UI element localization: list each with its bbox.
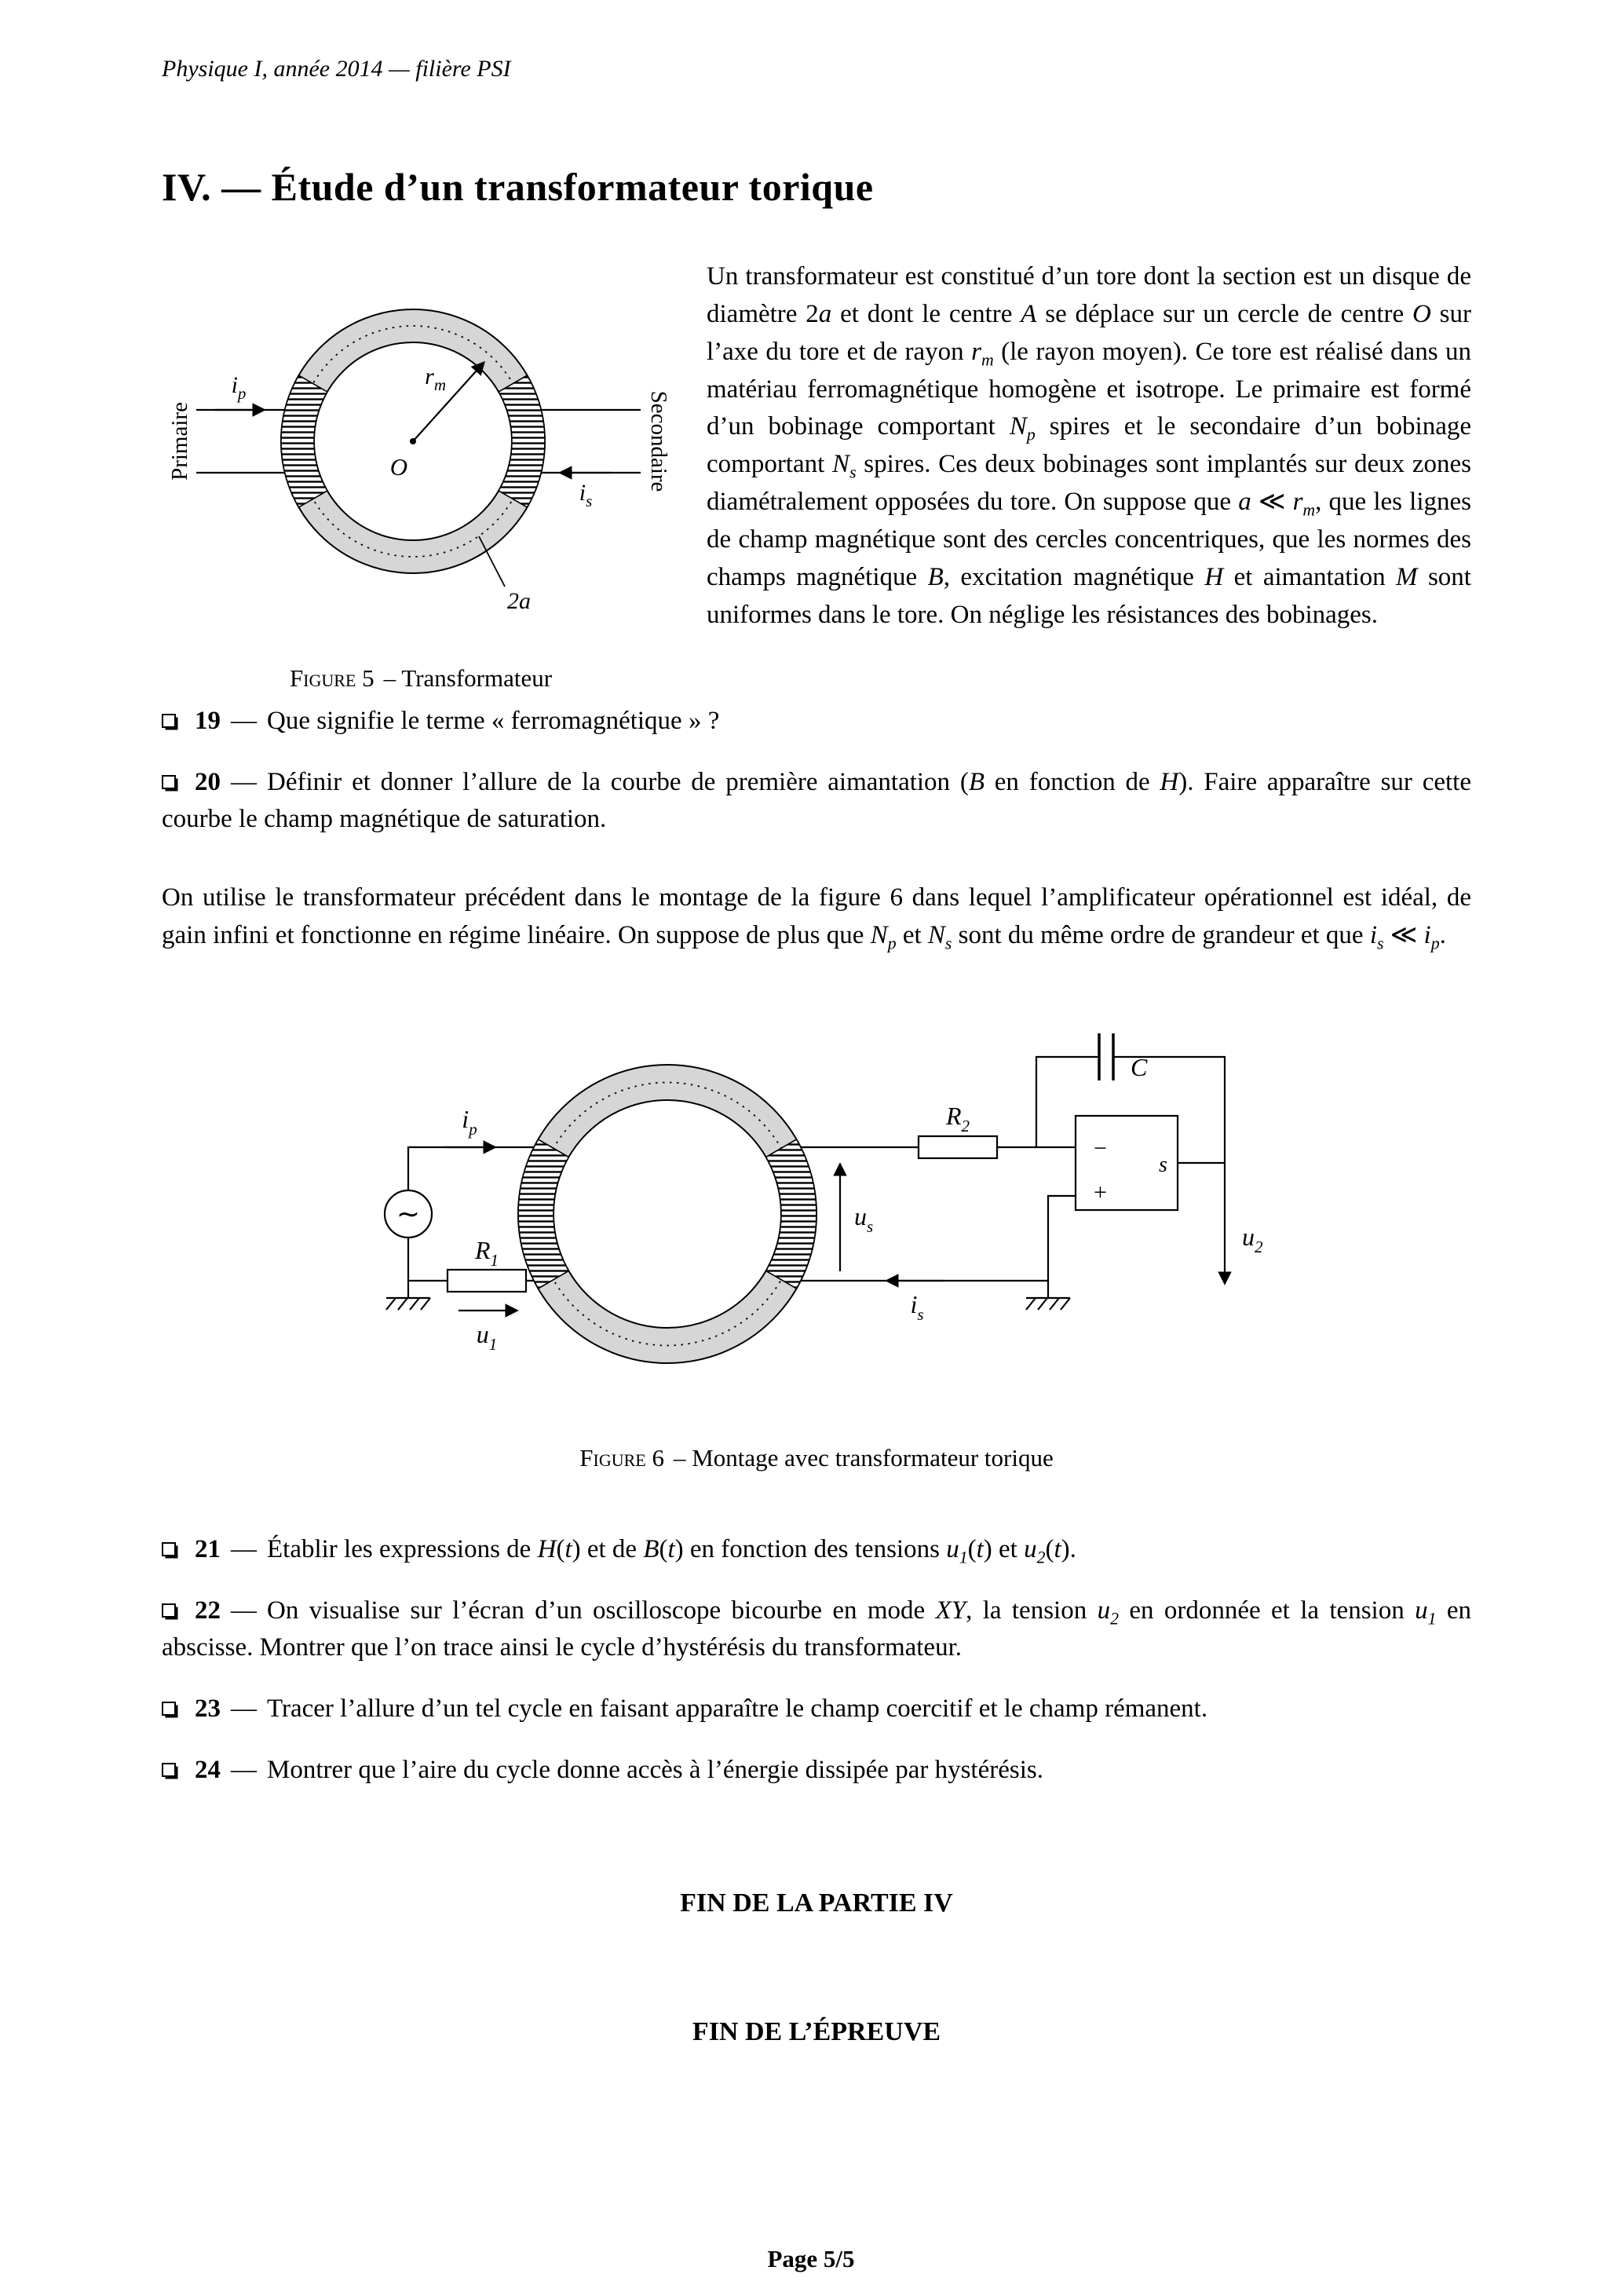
question-number: 20 bbox=[195, 767, 221, 796]
center-O-label: O bbox=[389, 453, 408, 481]
wire-plus-input bbox=[1048, 1196, 1076, 1281]
primary-winding-hatch bbox=[281, 375, 327, 507]
u2-label: $u_2$ bbox=[1242, 1223, 1263, 1256]
figure-5 bbox=[162, 265, 680, 696]
secondary-winding-hatch bbox=[499, 375, 545, 507]
torus-core-ring bbox=[536, 1083, 799, 1346]
ip-label: $i_p$ bbox=[462, 1105, 477, 1139]
diameter-2a-label: 2a bbox=[507, 588, 531, 614]
secondaire-label: Secondaire bbox=[646, 390, 671, 492]
resistor-r1 bbox=[448, 1270, 526, 1292]
question-text: Établir les expressions de H(t) et de B(t) en fonction des tensions $u_1(t)$ et $u_2(t)$. bbox=[267, 1534, 1076, 1567]
question-number: 19 bbox=[195, 706, 221, 735]
page-header: Physique I, année 2014 — filière PSI bbox=[162, 56, 511, 82]
figure-5-caption-label: Figure 5 bbox=[289, 664, 374, 692]
r1-label: $R_1$ bbox=[474, 1236, 499, 1270]
figure-6-caption bbox=[162, 1441, 1471, 1476]
question-number: 21 bbox=[195, 1534, 221, 1563]
primaire-label: Primaire bbox=[170, 402, 192, 481]
question-dash: — bbox=[231, 1695, 257, 1724]
question-24 bbox=[162, 1752, 1471, 1790]
question-dash: — bbox=[231, 706, 257, 735]
figure-6 bbox=[162, 1010, 1471, 1476]
capacitor bbox=[1099, 1033, 1113, 1080]
r2-label: $R_2$ bbox=[945, 1102, 970, 1135]
intro-section bbox=[162, 258, 1471, 839]
question-number: 22 bbox=[195, 1596, 221, 1625]
ballot-square-icon bbox=[162, 1603, 176, 1618]
ground-symbol-left bbox=[386, 1281, 430, 1310]
page-number: Page 5/5 bbox=[767, 2245, 855, 2273]
question-23 bbox=[162, 1691, 1471, 1728]
ac-source-tilde-icon: ∼ bbox=[396, 1198, 421, 1230]
question-dash: — bbox=[231, 1596, 257, 1625]
ballot-square-icon bbox=[162, 1763, 176, 1777]
ballot-square-icon bbox=[162, 775, 176, 789]
mean-radius-arrow bbox=[413, 363, 484, 441]
rm-label: $r_m$ bbox=[425, 364, 446, 394]
figure-5-caption-text: – Transformateur bbox=[383, 664, 553, 692]
setup-paragraph: On utilise le transformateur précédent dans le montage de la figure 6 dans lequel l’amplificateur opérationnel est idéal, de gain infini et fonctionne en régime linéaire. On suppose de plus que $N_p$ et $N_s$ sont du même ordre de grandeur et que $i_s$ ≪ $i_p$. bbox=[162, 883, 1471, 953]
question-number: 24 bbox=[195, 1756, 221, 1785]
ballot-square-icon bbox=[162, 714, 176, 728]
question-text: Tracer l’allure d’un tel cycle en faisant apparaître le champ coercitif et le champ rémanent. bbox=[267, 1695, 1208, 1724]
figure-5-caption bbox=[162, 661, 680, 696]
question-21 bbox=[162, 1531, 1471, 1569]
end-of-part-notice: FIN DE LA PARTIE IV bbox=[680, 1888, 953, 1918]
torus-inner-circle bbox=[553, 1100, 781, 1328]
figure-6-caption-label: Figure 6 bbox=[579, 1443, 664, 1472]
question-dash: — bbox=[231, 1534, 257, 1563]
center-point bbox=[410, 438, 416, 444]
figure-6-caption-text: – Montage avec transformateur torique bbox=[673, 1443, 1054, 1472]
toroidal-transformer-diagram bbox=[170, 265, 672, 637]
ballot-square-icon bbox=[162, 1542, 176, 1556]
op-amp-plus-input-label: + bbox=[1094, 1179, 1107, 1205]
question-dash: — bbox=[231, 767, 257, 796]
op-amp-output-label: s bbox=[1159, 1153, 1167, 1177]
question-22 bbox=[162, 1592, 1471, 1668]
intro-paragraph: Un transformateur est constitué d’un tore dont la section est un disque de diamètre 2a et dont le centre A se déplace sur un cercle de centre O sur l’axe du tore et de rayon $r_m$ (le rayon moyen). Ce tore est réalisé dans un matériau ferromagnétique homogène et isotrope. Le primaire est formé d’un bobinage comportant $N_p$ spires et le secondaire d’un bobinage comportant $N_s$ spires. Ces deux bobinages sont implantés sur deux zones diamétralement opposées du tore. On suppose que a ≪ $r_m$, que les lignes de champ magnétique sont des cercles concentriques, que les normes des champs magnétique B, excitation magnétique H et aimantation M sont uniformes dans le tore. On néglige les résistances des bobinages. bbox=[707, 262, 1472, 629]
section-title: IV. — Étude d’un transformateur torique bbox=[162, 164, 874, 209]
primary-winding-hatch bbox=[518, 1139, 568, 1289]
transformer-circuit-diagram bbox=[298, 1010, 1335, 1402]
secondary-winding-hatch bbox=[766, 1139, 816, 1289]
question-text: Montrer que l’aire du cycle donne accès à l’énergie dissipée par hystérésis. bbox=[267, 1756, 1043, 1785]
u1-label: $u_1$ bbox=[476, 1320, 498, 1354]
is-label: $i_s$ bbox=[910, 1290, 924, 1324]
ground-symbol-right bbox=[1026, 1281, 1070, 1310]
end-of-exam-notice: FIN DE L’ÉPREUVE bbox=[692, 2017, 941, 2047]
torus bbox=[518, 1065, 816, 1363]
wire-source-top bbox=[408, 1147, 534, 1190]
question-text: Définir et donner l’allure de la courbe de première aimantation (B en fonction de H). Faire apparaître sur cette courbe le champ magnétique de saturation. bbox=[162, 767, 1471, 834]
resistor-r2 bbox=[919, 1136, 997, 1158]
question-text: On visualise sur l’écran d’un oscilloscope bicourbe en mode XY, la tension $u_2$ en ordonnée et la tension $u_1$ en abscisse. Montrer que l’on trace ainsi le cycle d’hystérésis du transformateur. bbox=[162, 1596, 1471, 1662]
us-label: $u_s$ bbox=[854, 1202, 874, 1236]
question-number: 23 bbox=[195, 1695, 221, 1724]
is-label: $i_s$ bbox=[579, 480, 593, 510]
question-19 bbox=[162, 703, 1471, 740]
op-amp-minus-input-label: − bbox=[1094, 1135, 1107, 1161]
ballot-square-icon bbox=[162, 1702, 176, 1716]
question-text: Que signifie le terme « ferromagnétique » ? bbox=[267, 706, 720, 735]
question-dash: — bbox=[231, 1756, 257, 1785]
ip-label: $i_p$ bbox=[231, 372, 247, 403]
question-20 bbox=[162, 764, 1471, 839]
capacitor-label: C bbox=[1131, 1053, 1148, 1081]
